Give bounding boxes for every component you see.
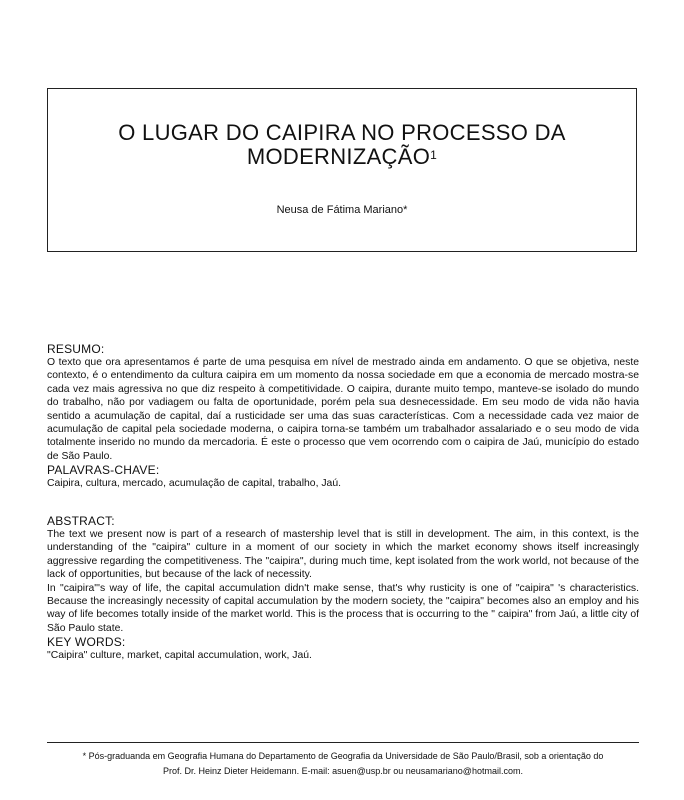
title-line-2 — [48, 145, 636, 169]
title-box — [47, 88, 637, 252]
abstract-heading: ABSTRACT: — [47, 514, 115, 528]
abstract-text-2: In "caipira"'s way of life, the capital accumulation didn't make sense, that's why rusticity is one of "caipira" 's characteristics. Because the increasingly necessity of capital accumulation by the modern society, the "caipira" becomes also an employ and his way of life becomes totally inside of the market world. This is the process that is occurring to the " caipira" from Jaú, a little city of São Paulo state. — [47, 582, 639, 634]
article-title — [48, 121, 636, 169]
key-words-heading: KEY WORDS: — [47, 635, 126, 650]
title-line-2-text: MODERNIZAÇÃO — [246, 144, 431, 169]
title-line-1: O LUGAR DO CAIPIRA NO PROCESSO DA — [118, 120, 566, 145]
key-words-text: "Caipira" culture, market, capital accumulation, work, Jaú. — [47, 650, 312, 662]
abstract-text-1: The text we present now is part of a research of mastership level that is still in development. The aim, in this context, is the understanding of the "caipira" culture in a moment of our society in which the market economy shows itself increasingly aggressive regarding the competitiveness. The "caipira", during much time, kept isolated from the work world, not because of the lack of opportunities, but because of the lack of necessity. — [47, 529, 639, 581]
palavras-chave-heading: PALAVRAS-CHAVE: — [47, 463, 160, 478]
footnote-line-1: * Pós-graduanda em Geografia Humana do Departamento de Geografia da Universidade de São Paulo/Brasil, sob a orientação do — [82, 751, 604, 761]
author-name: Neusa de Fátima Mariano* — [276, 204, 408, 216]
palavras-chave-text: Caipira, cultura, mercado, acumulação de capital, trabalho, Jaú. — [47, 478, 341, 490]
footnote — [47, 749, 639, 779]
footnote-divider — [47, 742, 639, 743]
footnote-line-2: Prof. Dr. Heinz Dieter Heidemann. E-mail: asuen@usp.br ou neusamariano@hotmail.com. — [163, 766, 523, 776]
abstract-section — [47, 514, 639, 663]
resumo-section — [47, 342, 639, 491]
resumo-heading: RESUMO: — [47, 342, 105, 356]
resumo-text: O texto que ora apresentamos é parte de uma pesquisa em nível de mestrado ainda em andamento. O que se objetiva, neste contexto, é o entendimento da cultura caipira em um momento da nossa sociedade em que a economia de mercado mostra-se cada vez mais agressiva no que diz respeito à competitividade. O caipira, durante muito tempo, manteve-se isolado do mundo do trabalho, não por vadiagem ou falta de oportunidade, porém pela sua desnecessidade. Em seu modo de vida não havia sentido a acumulação de capital, daí a rusticidade ser uma das suas características. Com a necessidade cada vez maior de acumulação de capital pela sociedade moderna, o caipira torna-se também um trabalhador assalariado e o seu modo de vida totalmente inserido no mundo da mercadoria. É este o processo que vem ocorrendo com o caipira de Jaú, município do estado de São Paulo. — [47, 357, 639, 462]
title-footnote-mark: 1 — [430, 148, 438, 162]
